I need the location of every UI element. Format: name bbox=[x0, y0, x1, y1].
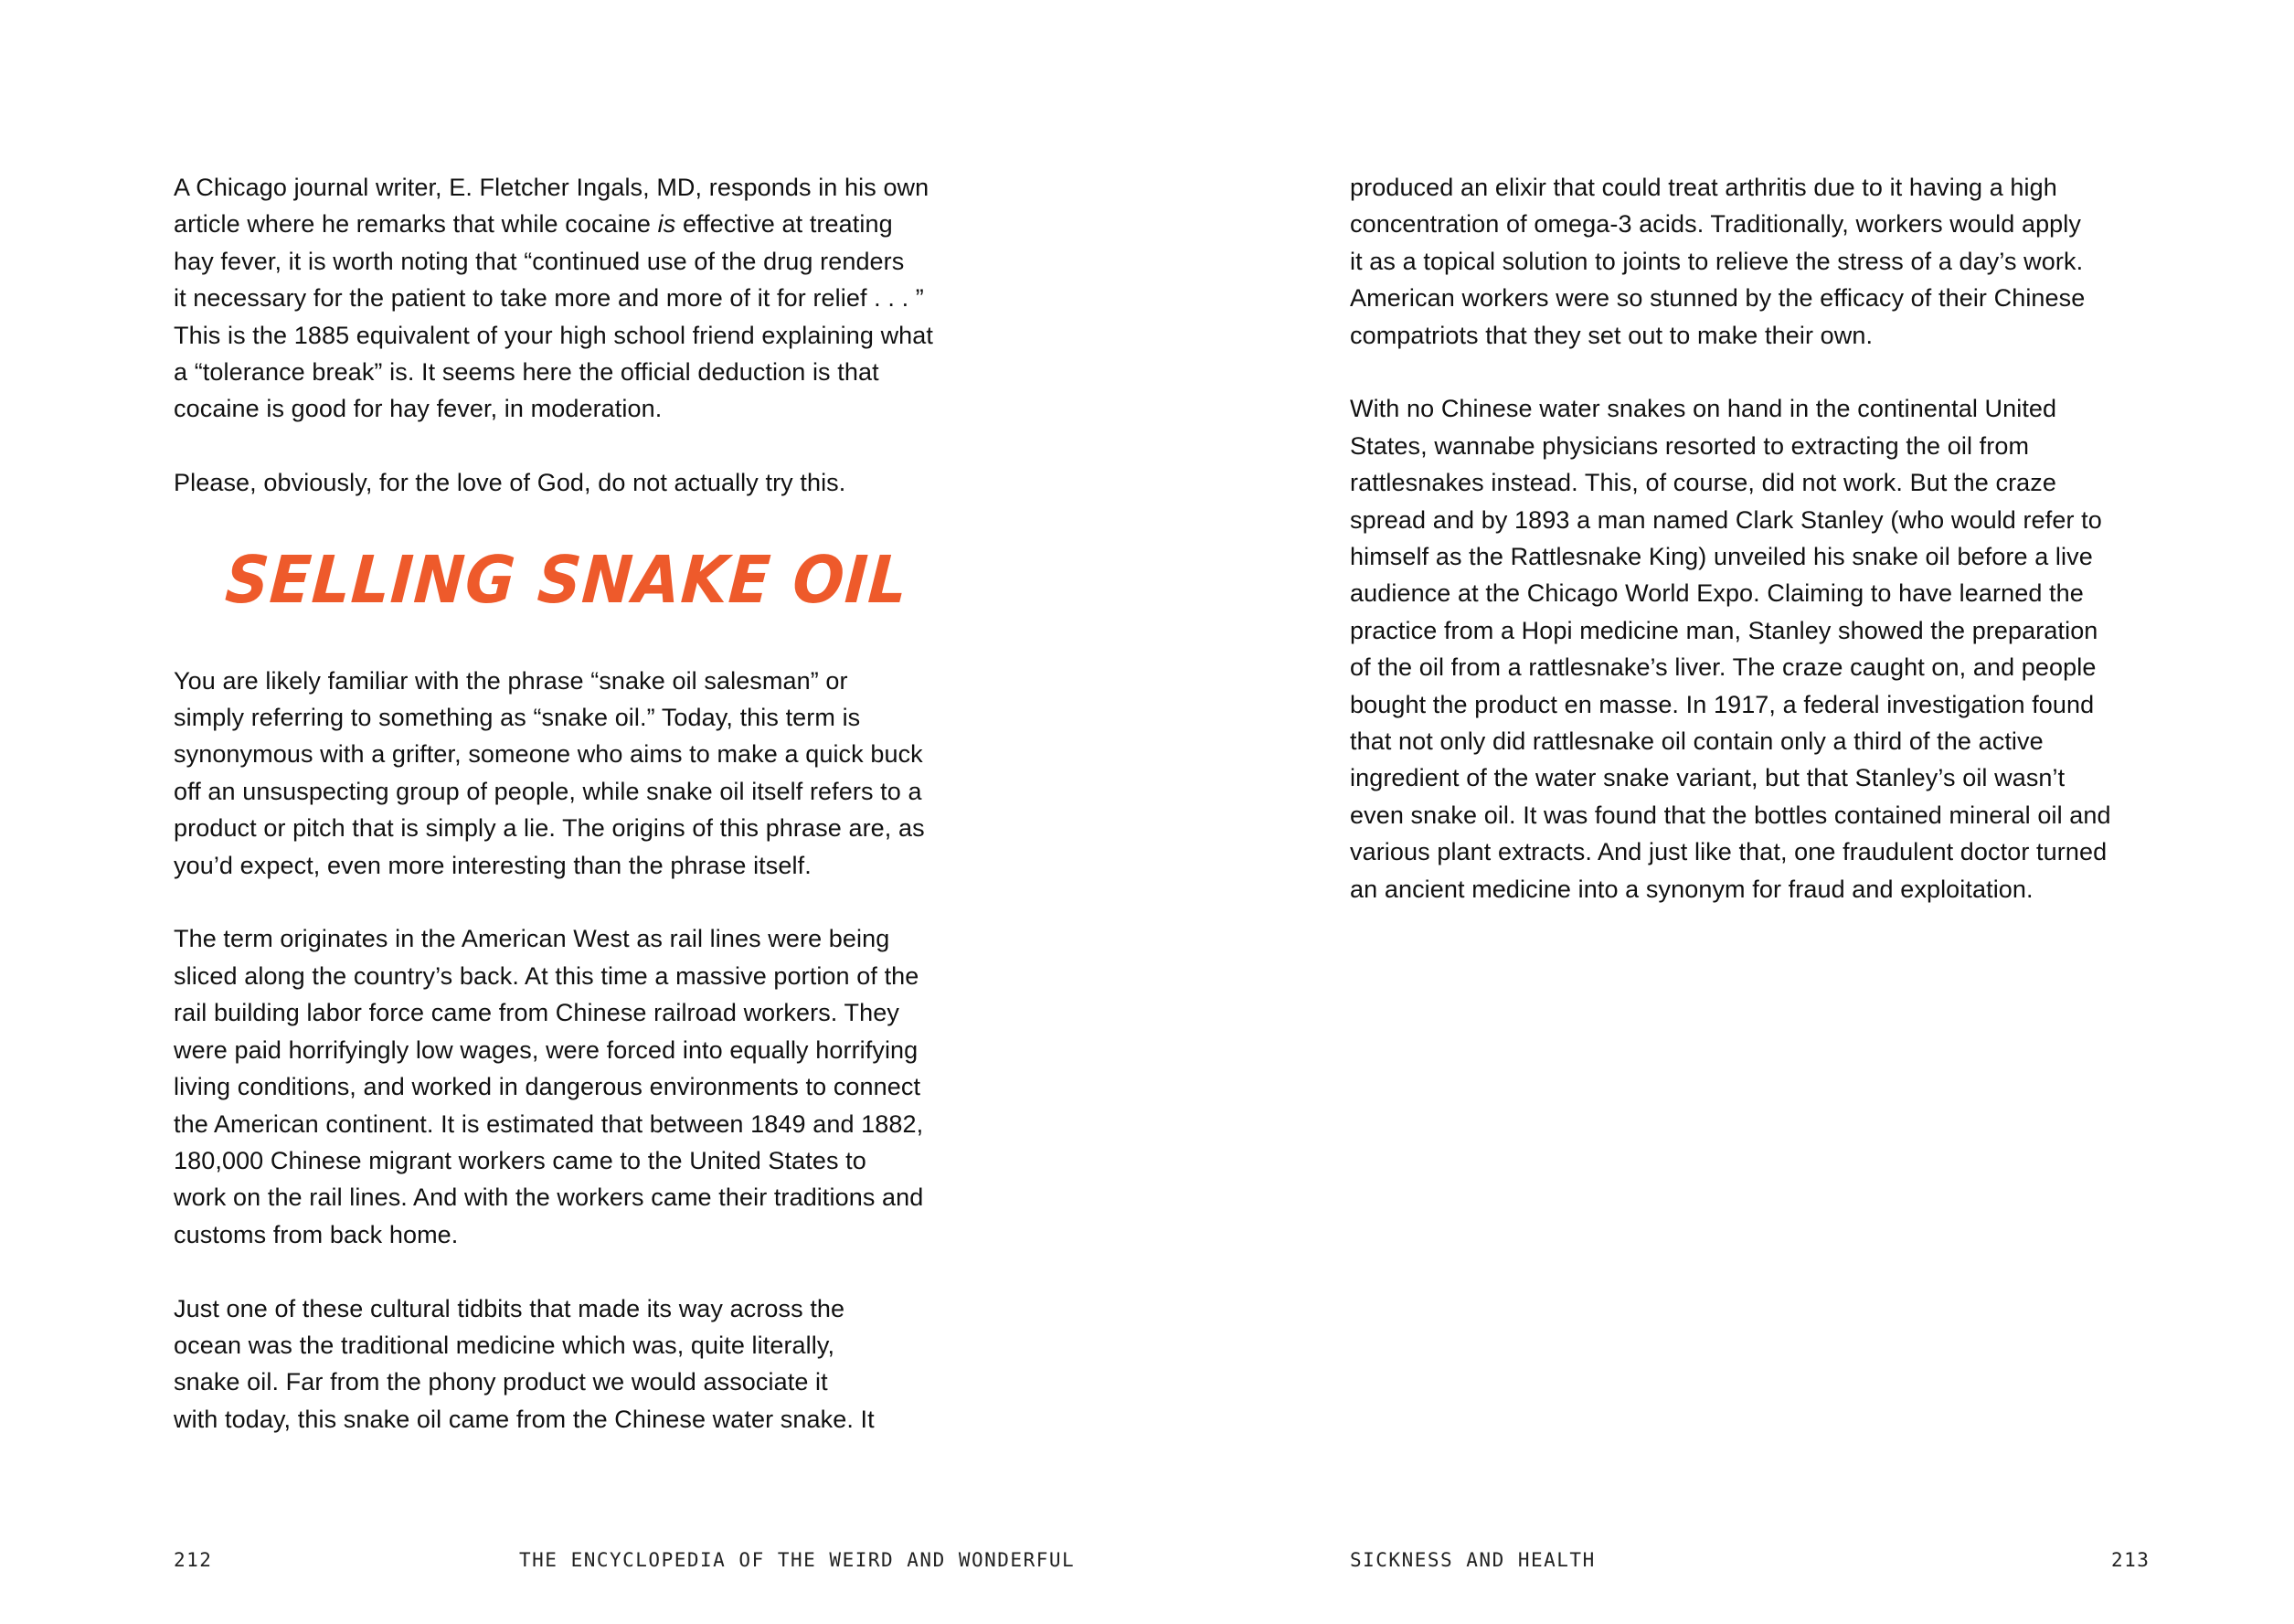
paragraph-gap bbox=[174, 884, 969, 920]
text-line: A Chicago journal writer, E. Fletcher Ingals, MD, responds in his own bbox=[174, 174, 929, 201]
text-line: himself as the Rattlesnake King) unveiled his snake oil before a live bbox=[1350, 543, 2093, 571]
text-line: cocaine is good for hay fever, in moderation. bbox=[174, 395, 663, 423]
text-line: were paid horrifyingly low wages, were forced into equally horrifying bbox=[174, 1035, 919, 1064]
page-number-left: 212 bbox=[174, 1549, 213, 1571]
right-text-column bbox=[1350, 169, 2145, 908]
text-line: hay fever, it is worth noting that “continued use of the drug renders bbox=[174, 247, 905, 275]
paragraph bbox=[174, 464, 969, 501]
text-line: ocean was the traditional medicine which was, quite literally, bbox=[174, 1331, 835, 1359]
paragraph bbox=[1350, 169, 2145, 354]
text-line: audience at the Chicago World Expo. Claiming to have learned the bbox=[1350, 579, 2084, 608]
paragraph-gap bbox=[174, 1253, 969, 1290]
paragraph-gap bbox=[174, 428, 969, 464]
text-line: it as a topical solution to joints to relieve the stress of a day’s work. bbox=[1350, 247, 2084, 275]
text-line: it necessary for the patient to take more and more of it for relief . . . ” bbox=[174, 284, 924, 313]
text-line: you’d expect, even more interesting than the phrase itself. bbox=[174, 851, 812, 879]
text-line: rail building labor force came from Chinese railroad workers. They bbox=[174, 999, 899, 1027]
text-line: concentration of omega-3 acids. Traditionally, workers would apply bbox=[1350, 210, 2082, 239]
text-line: with today, this snake oil came from the Chinese water snake. It bbox=[174, 1405, 875, 1433]
text-line: of the oil from a rattlesnake’s liver. The craze caught on, and people bbox=[1350, 653, 2097, 682]
text-line: snake oil. Far from the phony product we would associate it bbox=[174, 1368, 828, 1396]
text-line: practice from a Hopi medicine man, Stanley showed the preparation bbox=[1350, 616, 2098, 644]
text-line: Please, obviously, for the love of God, do not actually try this. bbox=[174, 469, 846, 497]
text-line: work on the rail lines. And with the workers came their traditions and bbox=[174, 1184, 924, 1212]
text-line: States, wannabe physicians resorted to extracting the oil from bbox=[1350, 431, 2030, 460]
text-line: living conditions, and worked in dangerous environments to connect bbox=[174, 1073, 921, 1101]
paragraph bbox=[174, 920, 969, 1253]
emphasis: is bbox=[657, 210, 676, 239]
text-line: synonymous with a grifter, someone who aims to make a quick buck bbox=[174, 740, 923, 769]
text-line: the American continent. It is estimated that between 1849 and 1882, bbox=[174, 1109, 924, 1138]
text-line: This is the 1885 equivalent of your high school friend explaining what bbox=[174, 321, 934, 349]
right-page bbox=[1147, 0, 2294, 1624]
paragraph bbox=[174, 169, 969, 428]
paragraph-gap bbox=[1350, 354, 2145, 390]
text-line: American workers were so stunned by the efficacy of their Chinese bbox=[1350, 284, 2086, 313]
running-head-left: THE ENCYCLOPEDIA OF THE WEIRD AND WONDERFUL bbox=[519, 1549, 1076, 1571]
text-line-with-emphasis: article where he remarks that while cocaine is effective at treating bbox=[174, 210, 893, 239]
left-text-column bbox=[174, 169, 969, 1438]
text-line: customs from back home. bbox=[174, 1220, 459, 1248]
text-line: simply referring to something as “snake oil.” Today, this term is bbox=[174, 704, 861, 732]
text-line: a “tolerance break” is. It seems here the official deduction is that bbox=[174, 358, 879, 387]
text-line: ingredient of the water snake variant, but that Stanley’s oil wasn’t bbox=[1350, 764, 2066, 792]
text-line: 180,000 Chinese migrant workers came to the United States to bbox=[174, 1146, 866, 1174]
text-line: compatriots that they set out to make their own. bbox=[1350, 321, 1874, 349]
running-head-right: SICKNESS AND HEALTH bbox=[1350, 1549, 1596, 1571]
text-line: The term originates in the American West as rail lines were being bbox=[174, 925, 890, 953]
paragraph bbox=[174, 663, 969, 884]
text-line: product or pitch that is simply a lie. The origins of this phrase are, as bbox=[174, 814, 925, 843]
text-line: off an unsuspecting group of people, while snake oil itself refers to a bbox=[174, 777, 922, 805]
text-line: You are likely familiar with the phrase “snake oil salesman” or bbox=[174, 666, 848, 695]
text-line: bought the product en masse. In 1917, a federal investigation found bbox=[1350, 690, 2095, 718]
text-line: Just one of these cultural tidbits that made its way across the bbox=[174, 1294, 845, 1322]
text-line: even snake oil. It was found that the bottles contained mineral oil and bbox=[1350, 801, 2111, 829]
text-line: spread and by 1893 a man named Clark Stanley (who would refer to bbox=[1350, 505, 2102, 534]
text-line: produced an elixir that could treat arthritis due to it having a high bbox=[1350, 174, 2057, 201]
text-line: With no Chinese water snakes on hand in the continental United bbox=[1350, 395, 2057, 423]
text-line: various plant extracts. And just like that, one fraudulent doctor turned bbox=[1350, 838, 2108, 866]
page-number-right: 213 bbox=[2111, 1549, 2151, 1571]
paragraph bbox=[1350, 390, 2145, 908]
text-line: that not only did rattlesnake oil contain only a third of the active bbox=[1350, 727, 2044, 756]
text-line: an ancient medicine into a synonym for fraud and exploitation. bbox=[1350, 875, 2034, 903]
text-line: sliced along the country’s back. At this time a massive portion of the bbox=[174, 961, 919, 990]
text-line: rattlesnakes instead. This, of course, did not work. But the craze bbox=[1350, 469, 2056, 497]
section-heading: SELLING SNAKE OIL bbox=[223, 541, 910, 618]
paragraph bbox=[174, 1290, 969, 1438]
